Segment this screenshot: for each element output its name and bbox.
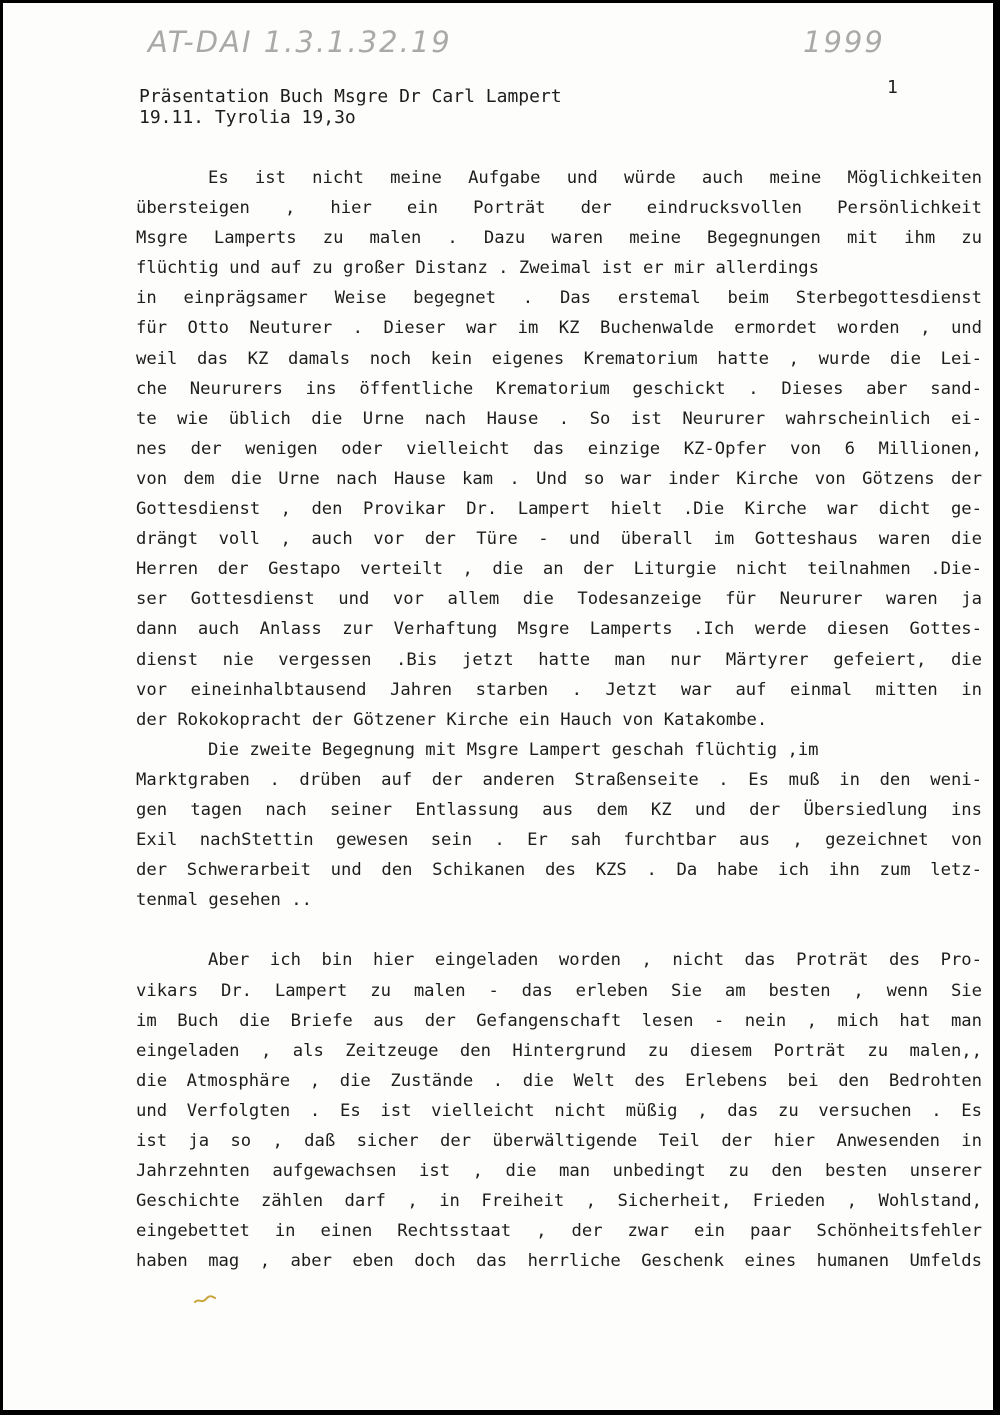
text-line: Es ist nicht meine Aufgabe und würde auch meine Möglichkeiten (208, 168, 982, 188)
text-line: eingebettet in einen Rechtsstaat , der zwar ein paar Schönheitsfehler (136, 1221, 982, 1242)
text-line: in einprägsamer Weise begegnet . Das erstemal beim Sterbegottesdienst (136, 288, 982, 309)
document-title (139, 86, 562, 128)
text-line: die Atmosphäre , die Zustände . die Welt des Erlebens bei den Bedrohten (136, 1070, 982, 1091)
text-line: übersteigen , hier ein Porträt der eindrucksvollen Persönlichkeit (136, 198, 982, 219)
text-line: von dem die Urne nach Hause kam . Und so war inder Kirche von Götzens der (136, 468, 982, 489)
text-line: im Buch die Briefe aus der Gefangenschaft lesen - nein , mich hat man (136, 1010, 982, 1031)
title-line-1: Präsentation Buch Msgre Dr Carl Lampert (139, 86, 562, 107)
text-line: Msgre Lamperts zu malen . Dazu waren meine Begegnungen mit ihm zu (136, 228, 982, 249)
text-line: Aber ich bin hier eingeladen worden , nicht das Proträt des Pro- (208, 950, 982, 971)
text-line: haben mag , aber eben doch das herrliche Geschenk eines humanen Umfelds (136, 1251, 982, 1272)
text-line: der Rokokopracht der Götzener Kirche ein Hauch von Katakombe. (136, 709, 768, 730)
text-line: Exil nachStettin gewesen sein . Er sah furchtbar aus , gezeichnet von (136, 830, 982, 851)
pencil-mark-icon (193, 1293, 217, 1305)
text-line: Jahrzehnten aufgewachsen ist , die man unbedingt zu den besten unserer (136, 1161, 982, 1182)
text-line: Die zweite Begegnung mit Msgre Lampert geschah flüchtig ,im (208, 739, 819, 760)
text-line: für Otto Neuturer . Dieser war im KZ Buchenwalde ermordet worden , und (136, 318, 982, 339)
page-number: 1 (887, 77, 898, 98)
text-line: vor eineinhalbtausend Jahren starben . Jetzt war auf einmal mitten in (136, 679, 982, 700)
text-line: Marktgraben . drüben auf der anderen Straßenseite . Es muß in den weni- (136, 769, 982, 790)
text-line: che Neururers ins öffentliche Krematorium geschickt . Dieses aber sand- (136, 378, 982, 399)
text-line: Gottesdienst , den Provikar Dr. Lampert hielt .Die Kirche war dicht ge- (136, 499, 982, 520)
text-line: dienst nie vergessen .Bis jetzt hatte man nur Märtyrer gefeiert, die (136, 649, 982, 670)
text-line: ser Gottesdienst und vor allem die Todesanzeige für Neururer waren ja (136, 589, 982, 610)
text-line: dann auch Anlass zur Verhaftung Msgre Lamperts .Ich werde diesen Gottes- (136, 619, 982, 640)
handwritten-year: 1999 (803, 25, 885, 59)
text-line: Herren der Gestapo verteilt , die an der Liturgie nicht teilnahmen .Die- (136, 559, 982, 580)
handwritten-archive-reference: AT-DAI 1.3.1.32.19 (148, 25, 452, 59)
blank-line (136, 915, 982, 945)
text-line: der Schwerarbeit und den Schikanen des KZS . Da habe ich ihn zum letz- (136, 860, 982, 881)
text-line: nes der wenigen oder vielleicht das einzige KZ-Opfer von 6 Millionen, (136, 438, 982, 459)
text-line: vikars Dr. Lampert zu malen - das erleben Sie am besten , wenn Sie (136, 980, 982, 1001)
text-line: tenmal gesehen .. (136, 890, 312, 911)
text-line: Geschichte zählen darf , in Freiheit , Sicherheit, Frieden , Wohlstand, (136, 1191, 982, 1212)
text-line: eingeladen , als Zeitzeuge den Hintergrund zu diesem Porträt zu malen,, (136, 1040, 982, 1061)
title-line-2: 19.11. Tyrolia 19,3o (139, 107, 356, 128)
text-line: weil das KZ damals noch kein eigenes Krematorium hatte , wurde die Lei- (136, 348, 982, 369)
document-page (3, 3, 993, 1410)
text-line: drängt voll , auch vor der Türe - und überall im Gotteshaus waren die (136, 529, 982, 550)
text-line: ist ja so , daß sicher der überwältigende Teil der hier Anwesenden in (136, 1131, 982, 1151)
body-text (136, 163, 982, 1276)
text-line: te wie üblich die Urne nach Hause . So ist Neururer wahrscheinlich ei- (136, 408, 982, 429)
text-line: und Verfolgten . Es ist vielleicht nicht müßig , das zu versuchen . Es (136, 1100, 982, 1121)
text-line: flüchtig und auf zu großer Distanz . Zweimal ist er mir allerdings (136, 258, 819, 279)
text-line: gen tagen nach seiner Entlassung aus dem KZ und der Übersiedlung ins (136, 799, 982, 820)
